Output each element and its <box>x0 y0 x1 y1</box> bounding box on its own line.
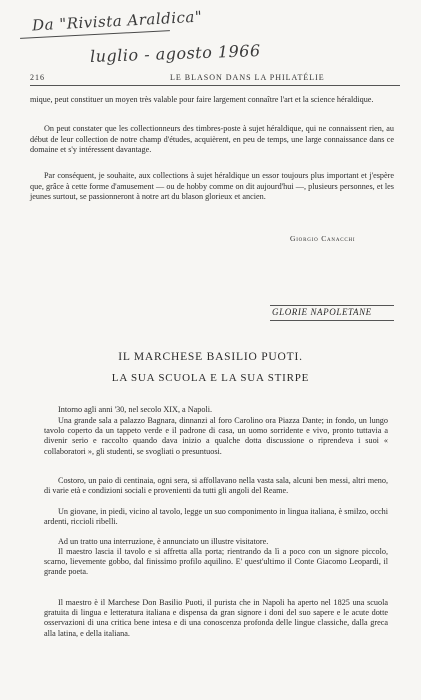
handwritten-note-line2: luglio - agosto 1966 <box>89 41 261 66</box>
author-signature: Giorgio Canacchi <box>290 234 356 243</box>
running-title: LE BLASON DANS LA PHILATÉLIE <box>170 73 325 82</box>
italian-paragraph-6: Il maestro lascia il tavolo e si affretta alla porta; rientrando da lì a poco con un signore piccolo, scarno, lievemente gobbo, dal finissimo profilo aquilino. E' quest'ultimo il Conte Giacomo Leopardi, il grande poeta. <box>44 547 388 577</box>
article-subtitle: LA SUA SCUOLA E LA SUA STIRPE <box>111 372 310 384</box>
section-label: GLORIE NAPOLETANE <box>272 307 372 317</box>
section-rule-bottom <box>270 320 394 321</box>
article-title: IL MARCHESE BASILIO PUOTI. <box>118 351 303 363</box>
italian-paragraph-2: Una grande sala a palazzo Bagnara, dinnanzi al foro Carolino ora Piazza Dante; in fondo, un lungo tavolo coperto da un tappeto verde e il padrone di casa, un uomo sorridente e vivo, pronto tuttavia a divenir serio e raccolto quando dava inizio a qualche dotta discussione o riprendeva i suoi « collaboratori », gli studenti, se svogliati o presuntuosi. <box>44 416 388 456</box>
french-paragraph-3: Par conséquent, je souhaite, aux collections à sujet héraldique un essor toujours plus important et j'espère que, grâce à cette forme d'amusement — ou de hobby comme on dit aujourd'hui —, plusieurs personnes, et les jeunes surtout, se passionneront à notre art du blason glorieux et ancien. <box>30 171 394 202</box>
handwritten-note-line1: Da "Rivista Araldica" <box>31 7 203 35</box>
italian-paragraph-7: Il maestro è il Marchese Don Basilio Puoti, il purista che in Napoli ha aperto nel 1825 una scuola gratuita di lingua e letteratura italiana e dispensa da gran signore i doni del suo sapere e le acute dotte osservazioni di una critica bene intesa e di una conoscenza profonda delle lingue classiche, dalla greca alla latina, e della italiana. <box>44 598 388 638</box>
italian-paragraph-4: Un giovane, in piedi, vicino al tavolo, legge un suo componimento in lingua italiana, è smilzo, occhi ardenti, riccioli ribelli. <box>44 507 388 527</box>
french-paragraph-1: mique, peut constituer un moyen très valable pour faire largement connaître l'art et la science héraldique. <box>30 95 374 104</box>
french-paragraph-2: On peut constater que les collectionneurs des timbres-poste à sujet héraldique, qui ne connaissent rien, au début de leur collection de notre champ d'études, acquièrent, en peu de temps, une large connaissance dans ce domaine et s'y intéressent davantage. <box>30 124 394 155</box>
section-rule-top <box>270 305 394 306</box>
header-rule <box>30 85 400 86</box>
italian-paragraph-3: Costoro, un paio di centinaia, ogni sera, si affollavano nella vasta sala, alcuni ben messi, altri meno, di varie età e condizioni sociali e provenienti da tutti gli angoli del Reame. <box>44 476 388 496</box>
italian-paragraph-1: Intorno agli anni '30, nel secolo XIX, a Napoli. <box>58 405 213 414</box>
page-number: 216 <box>30 73 45 82</box>
italian-paragraph-5: Ad un tratto una interruzione, è annunciato un illustre visitatore. <box>58 537 269 546</box>
